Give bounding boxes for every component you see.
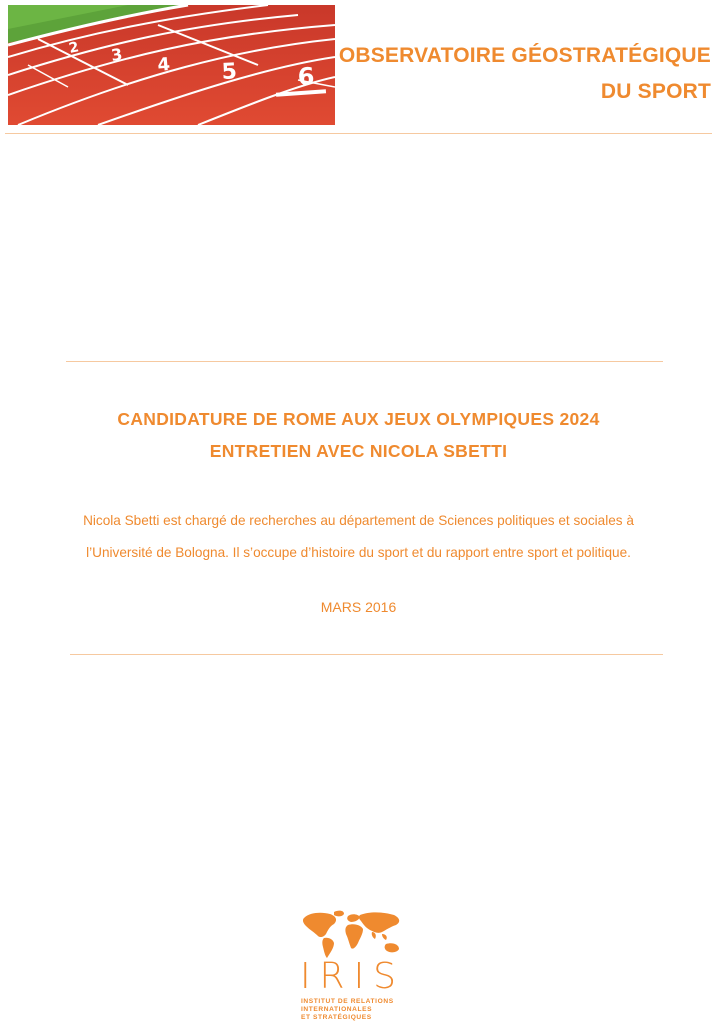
title-bottom-divider xyxy=(70,654,663,655)
iris-full-name xyxy=(301,998,411,1022)
observatory-title-line2: DU SPORT xyxy=(600,80,711,103)
iris-logo xyxy=(290,910,415,1022)
publication-date: MARS 2016 xyxy=(320,599,397,615)
header-divider xyxy=(5,133,712,134)
iris-wordmark: IRIS xyxy=(299,956,406,997)
lane-number: 5 xyxy=(221,59,238,85)
author-description xyxy=(30,505,687,569)
world-map-icon xyxy=(300,910,406,960)
athletics-track-image xyxy=(8,5,335,125)
document-title xyxy=(40,403,677,467)
iris-full-name-line1: INSTITUT DE RELATIONS xyxy=(301,998,394,1005)
iris-full-name-line2: INTERNATIONALES xyxy=(301,1006,373,1013)
document-title-line1: CANDIDATURE DE ROME AUX JEUX OLYMPIQUES 2024 xyxy=(117,409,600,429)
observatory-title xyxy=(331,38,711,110)
iris-full-name-line3: ET STRATÉGIQUES xyxy=(301,1014,372,1021)
lane-number: 4 xyxy=(156,53,171,76)
lane-number: 6 xyxy=(297,62,315,91)
document-title-line2: ENTRETIEN AVEC NICOLA SBETTI xyxy=(209,441,508,461)
observatory-title-line1: OBSERVATOIRE GÉOSTRATÉGIQUE xyxy=(338,44,711,67)
lane-number: 2 xyxy=(67,39,81,57)
track-illustration xyxy=(8,5,335,125)
title-top-divider xyxy=(66,361,663,362)
author-description-line2: l’Université de Bologna. Il s’occupe d’histoire du sport et du rapport entre sport et politique. xyxy=(86,545,631,560)
lane-number: 3 xyxy=(109,44,124,65)
author-description-line1: Nicola Sbetti est chargé de recherches au département de Sciences politiques et sociales à xyxy=(83,513,634,528)
